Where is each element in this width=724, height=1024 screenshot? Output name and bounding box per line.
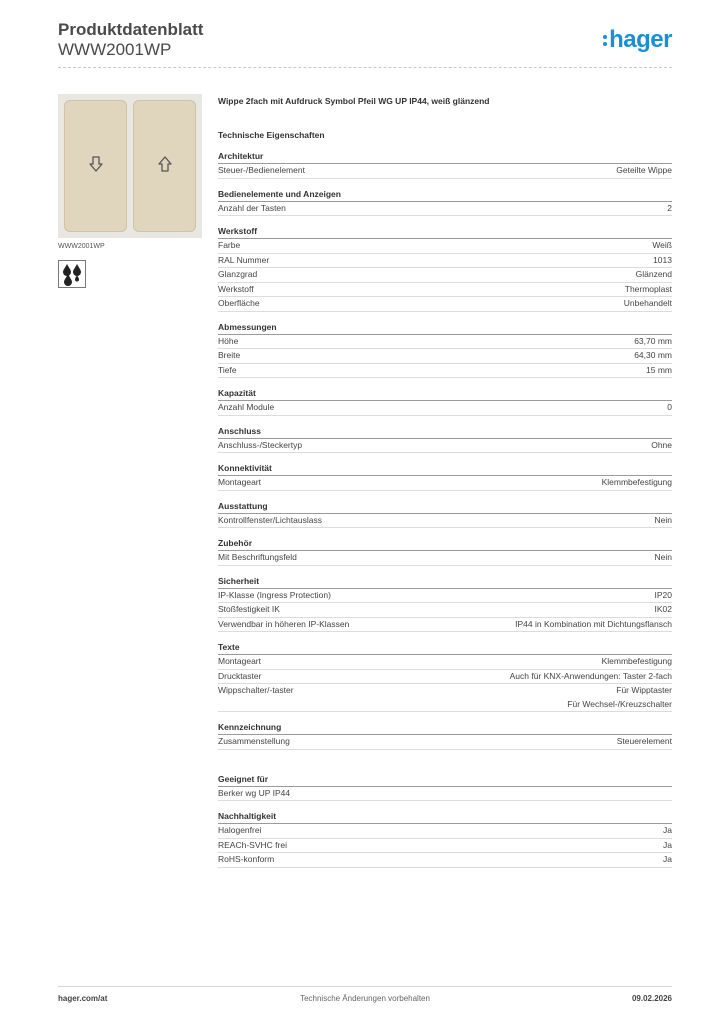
property-row: [218, 401, 672, 416]
property-label: Farbe: [218, 240, 241, 250]
property-value-line: Nein: [654, 514, 672, 525]
property-value: [655, 551, 672, 565]
property-value: [653, 254, 672, 268]
property-section: [218, 425, 672, 454]
property-value: [655, 514, 672, 528]
property-label: Kontrollfenster/Lichtauslass: [218, 514, 322, 525]
property-value: [602, 655, 672, 669]
property-value: [663, 853, 672, 867]
section-title: Architektur: [218, 150, 672, 164]
property-value: [651, 439, 672, 453]
property-value-line: Ohne: [651, 439, 672, 450]
property-value: [636, 268, 672, 282]
rocker-left: [64, 100, 127, 232]
property-value: [667, 401, 672, 415]
property-label: Anzahl der Tasten: [218, 202, 286, 213]
property-row: [218, 853, 672, 868]
property-value: [634, 335, 672, 349]
property-value-line: Steuerelement: [616, 736, 672, 746]
property-label: Drucktaster: [218, 670, 262, 681]
property-row: [218, 349, 672, 364]
property-row: [218, 514, 672, 529]
property-value: [663, 839, 672, 853]
property-value-line: Glänzend: [635, 269, 672, 279]
property-label: Anzahl Module: [218, 402, 275, 412]
property-section: [218, 641, 672, 712]
property-label: Glanzgrad: [218, 269, 258, 279]
footer-date: 09.02.2026: [631, 994, 672, 1003]
property-value-line: Weiß: [652, 240, 672, 250]
property-section: [218, 462, 672, 491]
property-value-line: Ja: [663, 825, 672, 835]
property-value-line: 2: [667, 202, 672, 213]
logo-dots-icon: [603, 35, 607, 46]
property-value: [624, 297, 672, 311]
property-value: [567, 684, 672, 711]
property-value: [652, 239, 672, 253]
property-row: [218, 364, 672, 379]
property-label: Höhe: [218, 335, 239, 346]
property-value: [667, 202, 672, 216]
section-title: Kennzeichnung: [218, 721, 672, 735]
property-value-line: Für Wechsel-/Kreuzschalter: [567, 698, 672, 709]
technical-properties-heading: Technische Eigenschaften: [218, 130, 325, 140]
property-value-line: IP20: [654, 589, 672, 600]
property-row: [218, 202, 672, 217]
footer-divider: [58, 986, 672, 987]
property-row: [218, 670, 672, 685]
property-value-line: Klemmbefestigung: [601, 656, 672, 666]
section-title: Zubehör: [218, 537, 672, 551]
property-row: [218, 297, 672, 312]
property-label: Halogenfrei: [218, 825, 262, 835]
property-label: Montageart: [218, 477, 261, 487]
document-title: Produktdatenblatt: [58, 20, 204, 39]
arrow-down-icon: [64, 156, 127, 177]
property-section: [218, 387, 672, 416]
property-value-line: Thermoplast: [624, 283, 672, 294]
property-value: [617, 735, 672, 749]
property-value-line: 15 mm: [646, 364, 672, 375]
section-title: Konnektivität: [218, 462, 672, 476]
section-title: Abmessungen: [218, 321, 672, 335]
property-row: [218, 839, 672, 854]
property-value-line: Nein: [654, 552, 672, 562]
product-details: [218, 96, 672, 868]
property-value: [634, 349, 672, 363]
property-row: [218, 618, 672, 633]
section-title: Anschluss: [218, 425, 672, 439]
property-label: Werkstoff: [218, 283, 254, 294]
property-label: REACh-SVHC frei: [218, 839, 287, 850]
property-value-line: 63,70 mm: [634, 335, 672, 346]
property-value: [625, 283, 672, 297]
property-row: [218, 551, 672, 566]
product-media: [58, 94, 204, 288]
property-row: [218, 439, 672, 454]
property-row: [218, 164, 672, 179]
property-label: Breite: [218, 350, 241, 360]
property-value-line: IK02: [654, 604, 672, 614]
property-value-line: Auch für KNX-Anwendungen: Taster 2-fach: [509, 670, 672, 681]
property-label: Mit Beschriftungsfeld: [218, 552, 297, 562]
property-row: [218, 254, 672, 269]
property-section: [218, 150, 672, 179]
property-value-line: 64,30 mm: [634, 350, 672, 360]
property-value: [655, 603, 673, 617]
property-row: [218, 335, 672, 350]
property-sections: [218, 150, 672, 868]
property-value-line: Ja: [663, 839, 672, 850]
section-title: Kapazität: [218, 387, 672, 401]
property-label: Stoßfestigkeit IK: [218, 604, 280, 614]
property-value: [602, 476, 672, 490]
product-image: [58, 94, 202, 238]
section-title: Texte: [218, 641, 672, 655]
hager-logo: [603, 28, 672, 52]
property-label: Steuer-/Bedienelement: [218, 165, 305, 175]
property-label: Berker wg UP IP44: [218, 787, 291, 798]
property-row: [218, 787, 672, 802]
property-row: [218, 603, 672, 618]
property-value-line: Klemmbefestigung: [601, 477, 672, 487]
section-title: Werkstoff: [218, 225, 672, 239]
property-row: [218, 824, 672, 839]
water-drops-icon: [58, 260, 86, 288]
property-value: [616, 164, 672, 178]
product-code: WWW2001WP: [58, 40, 172, 59]
property-label: Tiefe: [218, 364, 237, 375]
rocker-right: [133, 100, 196, 232]
property-row: [218, 655, 672, 670]
section-title: Sicherheit: [218, 575, 672, 589]
footer-note: Technische Änderungen vorbehalten: [300, 994, 430, 1003]
logo-text: hager: [609, 26, 672, 53]
property-label: Wippschalter/-taster: [218, 685, 294, 695]
document-header: [58, 20, 203, 60]
property-row: [218, 268, 672, 283]
property-row: [218, 684, 672, 712]
footer-website[interactable]: hager.com/at: [58, 994, 108, 1003]
property-label: IP-Klasse (Ingress Protection): [218, 589, 331, 600]
image-caption: WWW2001WP: [58, 243, 105, 250]
property-value-line: IP44 in Kombination mit Dichtungsflansch: [515, 618, 672, 629]
property-section: [218, 225, 672, 312]
section-title: Bedienelemente und Anzeigen: [218, 188, 672, 202]
property-label: Anschluss-/Steckertyp: [218, 439, 303, 450]
property-value: [515, 618, 672, 632]
property-row: [218, 239, 672, 254]
property-label: Montageart: [218, 656, 261, 666]
property-row: [218, 476, 672, 491]
property-value-line: Geteilte Wippe: [616, 165, 672, 175]
property-section: [218, 321, 672, 379]
property-row: [218, 735, 672, 750]
property-value-line: Unbehandelt: [623, 298, 672, 308]
property-label: Zusammenstellung: [218, 736, 290, 746]
property-value-line: Ja: [663, 854, 672, 864]
property-label: Verwendbar in höheren IP-Klassen: [218, 618, 350, 629]
property-value-line: 1013: [653, 254, 672, 265]
section-title: Geeignet für: [218, 773, 672, 787]
property-section: [218, 575, 672, 633]
property-row: [218, 283, 672, 298]
section-title: Ausstattung: [218, 500, 672, 514]
property-value-line: Für Wipptaster: [616, 685, 672, 695]
property-value: [655, 589, 673, 603]
property-label: Oberfläche: [218, 298, 260, 308]
section-title: Nachhaltigkeit: [218, 810, 672, 824]
header-divider: [58, 67, 672, 68]
property-section: [218, 500, 672, 529]
property-section: [218, 188, 672, 217]
property-label: RoHS-konform: [218, 854, 275, 864]
property-section: [218, 721, 672, 750]
property-value: [510, 670, 672, 684]
arrow-up-icon: [133, 156, 196, 177]
property-row: [218, 589, 672, 604]
property-value-line: 0: [667, 402, 672, 412]
property-section: [218, 810, 672, 868]
property-value: [646, 364, 672, 378]
property-label: RAL Nummer: [218, 254, 270, 265]
property-section: [218, 773, 672, 802]
property-value: [663, 824, 672, 838]
product-name: Wippe 2fach mit Aufdruck Symbol Pfeil WG UP IP44, weiß glänzend: [218, 96, 490, 106]
property-section: [218, 537, 672, 566]
